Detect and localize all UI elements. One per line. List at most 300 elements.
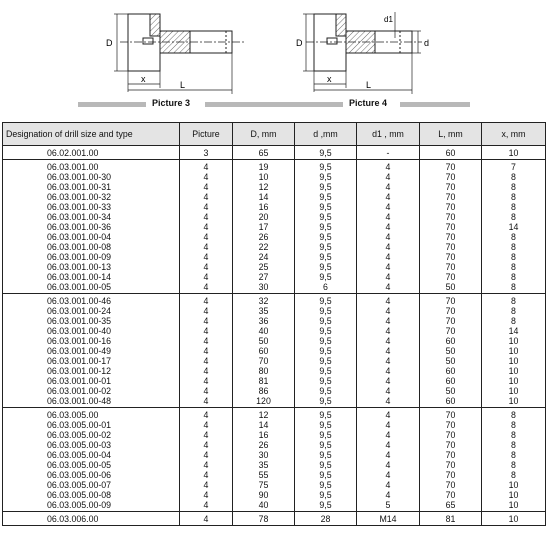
cell-designation: 06.03.001.00-32 [3,192,180,202]
cell-d1: 4 [357,460,420,470]
cell-d: 9,5 [295,490,357,500]
cell-picture: 4 [180,366,233,376]
cell-x: 10 [482,366,546,376]
cell-d1: 4 [357,172,420,182]
cell-picture: 4 [180,346,233,356]
cell-D: 26 [233,232,295,242]
cell-x: 8 [482,242,546,252]
cell-D: 32 [233,294,295,307]
cell-D: 27 [233,272,295,282]
cell-d: 9,5 [295,242,357,252]
cell-d1: 4 [357,376,420,386]
cell-D: 50 [233,336,295,346]
cell-picture: 4 [180,212,233,222]
cell-L: 70 [420,172,482,182]
cell-d: 9,5 [295,272,357,282]
table-row [3,396,546,408]
table-group [3,146,546,160]
cell-picture: 4 [180,182,233,192]
cell-picture: 4 [180,440,233,450]
table-row [3,326,546,336]
cell-designation: 06.03.001.00-16 [3,336,180,346]
cell-L: 70 [420,272,482,282]
cell-L: 60 [420,376,482,386]
cell-L: 70 [420,440,482,450]
cell-designation: 06.03.001.00-05 [3,282,180,294]
cell-d1: 4 [357,222,420,232]
cell-designation: 06.03.001.00 [3,160,180,173]
caption-bar-right [400,102,470,107]
cell-x: 8 [482,294,546,307]
cell-designation: 06.03.005.00-09 [3,500,180,512]
cell-designation: 06.03.001.00-12 [3,366,180,376]
table-group [3,294,546,408]
cell-x: 8 [482,212,546,222]
cell-picture: 4 [180,262,233,272]
cell-x: 8 [482,306,546,316]
col-header-d: d ,mm [295,123,357,146]
cell-picture: 4 [180,316,233,326]
cell-designation: 06.03.001.00-46 [3,294,180,307]
table-row [3,356,546,366]
cell-x: 8 [482,408,546,421]
pic4-label-d1: d1 [384,15,393,24]
cell-L: 70 [420,160,482,173]
cell-d1: 4 [357,294,420,307]
table-header [3,123,546,146]
cell-picture: 4 [180,336,233,346]
cell-x: 10 [482,396,546,408]
table-group [3,160,546,294]
table-row [3,192,546,202]
drill-drawings-svg [0,0,548,118]
cell-d: 9,5 [295,480,357,490]
cell-x: 8 [482,182,546,192]
cell-d: 9,5 [295,470,357,480]
cell-designation: 06.03.001.00-08 [3,242,180,252]
table-row [3,282,546,294]
cell-picture: 3 [180,146,233,160]
cell-D: 14 [233,420,295,430]
cell-L: 70 [420,326,482,336]
cell-d: 9,5 [295,294,357,307]
cell-d: 9,5 [295,440,357,450]
pic3-label-x: x [141,74,146,84]
cell-L: 70 [420,408,482,421]
cell-x: 10 [482,480,546,490]
cell-D: 12 [233,408,295,421]
pic3-label-D: D [106,38,113,48]
cell-d: 9,5 [295,172,357,182]
cell-picture: 4 [180,172,233,182]
cell-D: 70 [233,356,295,366]
table-row [3,242,546,252]
pic4-label-d: d [424,38,430,48]
cell-picture: 4 [180,222,233,232]
cell-D: 14 [233,192,295,202]
cell-D: 120 [233,396,295,408]
cell-x: 10 [482,500,546,512]
cell-picture: 4 [180,282,233,294]
cell-designation: 06.02.001.00 [3,146,180,160]
cell-x: 10 [482,356,546,366]
cell-D: 35 [233,306,295,316]
cell-x: 8 [482,262,546,272]
cell-picture: 4 [180,326,233,336]
table-row [3,146,546,160]
cell-designation: 06.03.005.00-06 [3,470,180,480]
cell-picture: 4 [180,294,233,307]
cell-x: 8 [482,316,546,326]
cell-designation: 06.03.001.00-09 [3,252,180,262]
cell-d1: 4 [357,490,420,500]
cell-d1: 4 [357,408,420,421]
cell-picture: 4 [180,232,233,242]
caption-bar-left [78,102,146,107]
cell-designation: 06.03.005.00 [3,408,180,421]
cell-x: 8 [482,420,546,430]
cell-designation: 06.03.005.00-05 [3,460,180,470]
cell-designation: 06.03.005.00-07 [3,480,180,490]
cell-d: 6 [295,282,357,294]
cell-x: 8 [482,282,546,294]
cell-D: 10 [233,172,295,182]
cell-designation: 06.03.001.00-13 [3,262,180,272]
cell-x: 10 [482,346,546,356]
cell-designation: 06.03.001.00-04 [3,232,180,242]
table-row [3,172,546,182]
cell-d1: 4 [357,356,420,366]
cell-d1: 4 [357,346,420,356]
cell-d: 9,5 [295,346,357,356]
cell-D: 40 [233,326,295,336]
cell-designation: 06.03.001.00-49 [3,346,180,356]
cell-D: 25 [233,262,295,272]
cell-designation: 06.03.001.00-02 [3,386,180,396]
cell-d: 9,5 [295,192,357,202]
cell-picture: 4 [180,386,233,396]
picture-3-caption: Picture 3 [152,98,191,108]
cell-picture: 4 [180,202,233,212]
table-row [3,490,546,500]
cell-d1: 4 [357,232,420,242]
cell-designation: 06.03.001.00-40 [3,326,180,336]
cell-D: 40 [233,500,295,512]
table-row [3,222,546,232]
cell-d1: 4 [357,326,420,336]
col-header-d1: d1 , mm [357,123,420,146]
cell-d1: 4 [357,336,420,346]
pic4-label-D: D [296,38,303,48]
cell-d: 9,5 [295,160,357,173]
cell-d1: 4 [357,272,420,282]
picture-4-drawing [303,12,422,94]
cell-d: 9,5 [295,252,357,262]
cell-picture: 4 [180,252,233,262]
cell-x: 10 [482,336,546,346]
cell-L: 81 [420,512,482,526]
cell-d1: 4 [357,242,420,252]
cell-d1: 4 [357,366,420,376]
cell-x: 8 [482,202,546,212]
pic3-label-L: L [180,80,186,90]
cell-d: 9,5 [295,306,357,316]
cell-designation: 06.03.005.00-03 [3,440,180,450]
cell-L: 50 [420,282,482,294]
cell-L: 70 [420,490,482,500]
cell-L: 70 [420,460,482,470]
table-row [3,202,546,212]
picture-3-drawing [114,14,244,94]
col-header-picture: Picture [180,123,233,146]
cell-D: 65 [233,146,295,160]
cell-picture: 4 [180,470,233,480]
cell-picture: 4 [180,408,233,421]
cell-d: 9,5 [295,316,357,326]
cell-designation: 06.03.001.00-01 [3,376,180,386]
cell-x: 8 [482,470,546,480]
cell-D: 86 [233,386,295,396]
cell-L: 70 [420,470,482,480]
cell-D: 60 [233,346,295,356]
cell-D: 36 [233,316,295,326]
cell-L: 70 [420,262,482,272]
cell-D: 75 [233,480,295,490]
cell-d: 9,5 [295,376,357,386]
cell-d1: 4 [357,450,420,460]
cell-L: 70 [420,430,482,440]
table-row [3,512,546,526]
cell-L: 70 [420,450,482,460]
cell-picture: 4 [180,356,233,366]
cell-L: 60 [420,336,482,346]
cell-d: 9,5 [295,212,357,222]
cell-picture: 4 [180,450,233,460]
table-row [3,470,546,480]
table-row [3,262,546,272]
cell-picture: 4 [180,376,233,386]
cell-d: 9,5 [295,366,357,376]
cell-x: 10 [482,512,546,526]
cell-L: 50 [420,386,482,396]
cell-d: 9,5 [295,182,357,192]
cell-D: 16 [233,202,295,212]
cell-d: 9,5 [295,232,357,242]
cell-d: 28 [295,512,357,526]
cell-d1: 4 [357,386,420,396]
table-row [3,336,546,346]
cell-d: 9,5 [295,408,357,421]
cell-designation: 06.03.001.00-34 [3,212,180,222]
table-row [3,420,546,430]
cell-D: 24 [233,252,295,262]
cell-L: 70 [420,316,482,326]
table-row [3,272,546,282]
cell-d1: 4 [357,316,420,326]
cell-d1: 4 [357,420,420,430]
cell-x: 8 [482,172,546,182]
caption-bar-middle [205,102,343,107]
cell-L: 65 [420,500,482,512]
table-row [3,232,546,242]
cell-d1: 4 [357,430,420,440]
cell-picture: 4 [180,480,233,490]
cell-D: 12 [233,182,295,192]
col-header-x: x, mm [482,123,546,146]
cell-d: 9,5 [295,430,357,440]
cell-d1: M14 [357,512,420,526]
table-row [3,440,546,450]
table-row [3,366,546,376]
cell-L: 60 [420,396,482,408]
cell-designation: 06.03.001.00-30 [3,172,180,182]
cell-d: 9,5 [295,222,357,232]
cell-picture: 4 [180,272,233,282]
cell-designation: 06.03.001.00-14 [3,272,180,282]
table-row [3,386,546,396]
table-row [3,408,546,421]
cell-d1: 4 [357,480,420,490]
cell-picture: 4 [180,420,233,430]
cell-x: 8 [482,232,546,242]
cell-designation: 06.03.001.00-48 [3,396,180,408]
col-header-designation: Designation of drill size and type [3,123,180,146]
cell-picture: 4 [180,306,233,316]
cell-d1: 4 [357,182,420,192]
cell-L: 50 [420,346,482,356]
cell-L: 70 [420,182,482,192]
table-row [3,160,546,173]
cell-d1: - [357,146,420,160]
table-row [3,346,546,356]
cell-d: 9,5 [295,202,357,212]
cell-picture: 4 [180,512,233,526]
drill-specification-table [2,122,546,526]
cell-d: 9,5 [295,460,357,470]
cell-L: 60 [420,146,482,160]
cell-picture: 4 [180,490,233,500]
col-header-L: L, mm [420,123,482,146]
cell-D: 30 [233,282,295,294]
cell-x: 10 [482,386,546,396]
table-row [3,212,546,222]
cell-L: 70 [420,480,482,490]
cell-L: 70 [420,242,482,252]
table-row [3,430,546,440]
cell-D: 30 [233,450,295,460]
cell-d1: 4 [357,440,420,450]
cell-designation: 06.03.005.00-01 [3,420,180,430]
cell-d1: 4 [357,306,420,316]
table-row [3,500,546,512]
cell-D: 22 [233,242,295,252]
cell-L: 70 [420,232,482,242]
cell-D: 16 [233,430,295,440]
cell-x: 8 [482,192,546,202]
cell-L: 70 [420,252,482,262]
cell-d: 9,5 [295,146,357,160]
cell-D: 20 [233,212,295,222]
cell-d: 9,5 [295,420,357,430]
table-group [3,512,546,526]
cell-designation: 06.03.001.00-31 [3,182,180,192]
cell-d1: 4 [357,212,420,222]
cell-x: 14 [482,326,546,336]
cell-d: 9,5 [295,326,357,336]
cell-D: 81 [233,376,295,386]
cell-L: 60 [420,366,482,376]
cell-picture: 4 [180,430,233,440]
cell-d1: 4 [357,470,420,480]
table-row [3,376,546,386]
cell-D: 17 [233,222,295,232]
cell-d: 9,5 [295,450,357,460]
cell-D: 80 [233,366,295,376]
cell-L: 70 [420,306,482,316]
cell-picture: 4 [180,192,233,202]
cell-designation: 06.03.005.00-04 [3,450,180,460]
cell-designation: 06.03.005.00-02 [3,430,180,440]
cell-picture: 4 [180,242,233,252]
table-row [3,306,546,316]
cell-designation: 06.03.005.00-08 [3,490,180,500]
cell-d1: 4 [357,192,420,202]
cell-L: 50 [420,356,482,366]
cell-d1: 4 [357,252,420,262]
cell-d1: 4 [357,202,420,212]
technical-drawings [0,0,548,118]
table-row [3,480,546,490]
cell-d1: 4 [357,396,420,408]
table-row [3,294,546,307]
picture-4-caption: Picture 4 [349,98,388,108]
cell-designation: 06.03.001.00-36 [3,222,180,232]
cell-d: 9,5 [295,262,357,272]
cell-d1: 4 [357,282,420,294]
cell-x: 8 [482,440,546,450]
cell-x: 14 [482,222,546,232]
cell-picture: 4 [180,460,233,470]
cell-d1: 4 [357,160,420,173]
cell-designation: 06.03.001.00-24 [3,306,180,316]
cell-L: 70 [420,294,482,307]
cell-x: 8 [482,272,546,282]
col-header-D: D, mm [233,123,295,146]
cell-x: 8 [482,430,546,440]
table-row [3,460,546,470]
cell-L: 70 [420,420,482,430]
cell-x: 10 [482,146,546,160]
cell-picture: 4 [180,160,233,173]
cell-designation: 06.03.001.00-17 [3,356,180,366]
cell-designation: 06.03.006.00 [3,512,180,526]
cell-picture: 4 [180,396,233,408]
cell-designation: 06.03.001.00-33 [3,202,180,212]
cell-d1: 4 [357,262,420,272]
cell-d: 9,5 [295,336,357,346]
cell-x: 10 [482,376,546,386]
table-row [3,450,546,460]
cell-D: 19 [233,160,295,173]
cell-x: 8 [482,450,546,460]
cell-x: 8 [482,252,546,262]
cell-L: 70 [420,212,482,222]
cell-designation: 06.03.001.00-35 [3,316,180,326]
cell-D: 35 [233,460,295,470]
cell-d: 9,5 [295,356,357,366]
table-row [3,182,546,192]
cell-d: 9,5 [295,386,357,396]
